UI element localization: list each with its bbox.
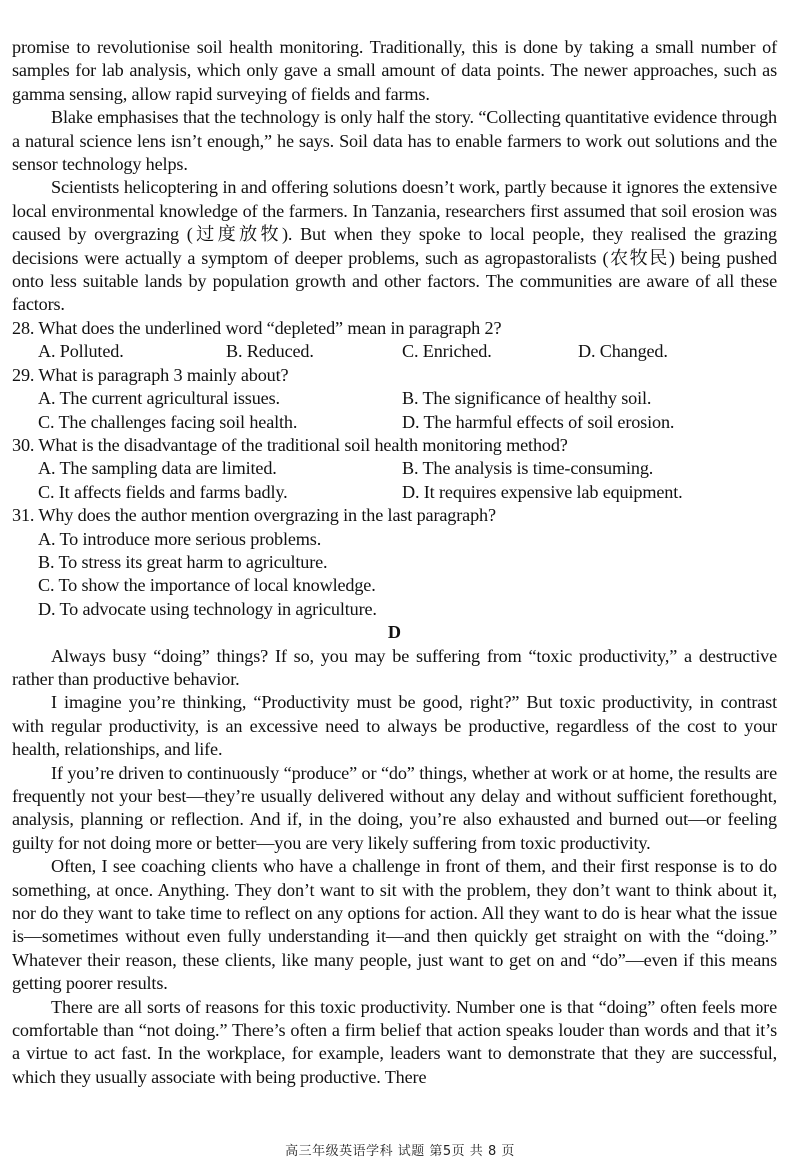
question-stem: 31. Why does the author mention overgrazing in the last paragraph?: [12, 505, 496, 526]
options-row: [12, 340, 777, 363]
option-b: B. To stress its great harm to agriculture.: [38, 551, 328, 572]
options-row: [12, 411, 777, 434]
option-b: B. The significance of healthy soil.: [402, 388, 652, 409]
question-28: [12, 317, 777, 364]
options-row: [12, 481, 777, 504]
passage-d-paragraph-2: I imagine you’re thinking, “Productivity must be good, right?” But toxic productivity, in contrast with regular productivity, is an excessive need to always be productive, regardless of the cost to your health, relationships, and life.: [12, 692, 777, 760]
option-d: D. It requires expensive lab equipment.: [402, 481, 683, 502]
question-30: [12, 434, 777, 504]
option-b: B. Reduced.: [226, 341, 314, 362]
option-b: B. The analysis is time-consuming.: [402, 458, 654, 479]
option-a: A. The current agricultural issues.: [38, 388, 280, 409]
option-c: C. Enriched.: [402, 341, 492, 362]
passage-d-paragraph-1: Always busy “doing” things? If so, you may be suffering from “toxic productivity,” a destructive rather than productive behavior.: [12, 645, 777, 689]
question-31: [12, 504, 777, 621]
passage-d-paragraph-3: If you’re driven to continuously “produce” or “do” things, whether at work or at home, the results are frequently not your best—they’re usually delivered without any delay and without sufficient forethought, analysis, planning or reflection. And if, in the doing, you’re also exhausted and burned out—or feeling guilty for not doing more or better—you are very likely suffering from toxic productivity.: [12, 762, 777, 853]
passage-c-continuation: [12, 36, 777, 317]
question-stem: 28. What does the underlined word “depleted” mean in paragraph 2?: [12, 317, 502, 338]
option-d: D. Changed.: [578, 341, 668, 362]
option-a: A. The sampling data are limited.: [38, 458, 277, 479]
option-d: D. The harmful effects of soil erosion.: [402, 411, 675, 432]
passage-c-paragraph-3: Scientists helicoptering in and offering solutions doesn’t work, partly because it ignores the extensive local environmental knowledge of the farmers. In Tanzania, researchers first assumed that soil erosion was caused by overgrazing (过度放牧). But when they spoke to local people, they realised the grazing decisions were actually a symptom of deeper problems, such as agropastoralists (农牧民) being pushed onto less suitable lands by population growth and other factors. The communities are aware of all these factors.: [12, 177, 777, 315]
options-row: [12, 387, 777, 410]
question-29: [12, 364, 777, 434]
question-stem: 30. What is the disadvantage of the traditional soil health monitoring method?: [12, 434, 568, 455]
passage-d: [12, 621, 777, 1089]
section-heading: D: [387, 622, 402, 643]
options-row: [12, 457, 777, 480]
passage-c-paragraph-1: promise to revolutionise soil health monitoring. Traditionally, this is done by taking a small number of samples for lab analysis, which only gave a small amount of data points. The newer approaches, such as gamma sensing, allow rapid surveying of fields and farms.: [12, 37, 777, 104]
exam-page: [12, 36, 777, 1089]
passage-c-paragraph-2: Blake emphasises that the technology is only half the story. “Collecting quantitative evidence through a natural science lens isn’t enough,” he says. Soil data has to enable farmers to work out solutions and the sensor technology helps.: [12, 107, 777, 175]
option-d: D. To advocate using technology in agriculture.: [38, 598, 377, 619]
passage-d-paragraph-5: There are all sorts of reasons for this toxic productivity. Number one is that “doing” often feels more comfortable than “not doing.” There’s often a firm belief that action speaks louder than words and that it’s a virtue to act fast. In the workplace, for example, leaders want to demonstrate that they are successful, which they usually associate with being productive. There: [12, 996, 777, 1087]
option-c: C. It affects fields and farms badly.: [38, 481, 288, 502]
page-footer: 高三年级英语学科 试题 第5页 共 8 页: [285, 1144, 515, 1159]
option-a: A. Polluted.: [38, 341, 124, 362]
passage-d-paragraph-4: Often, I see coaching clients who have a challenge in front of them, and their first response is to do something, at once. Anything. They don’t want to sit with the problem, they don’t want to think about it, nor do they want to take time to reflect on any options for action. All they want to do is hear what the issue is—sometimes without even fully understanding it—and then quickly get straight on with the “doing.” Whatever their reason, these clients, like many people, just want to get on and “do”—even if this means getting poorer results.: [12, 856, 777, 994]
option-c: C. The challenges facing soil health.: [38, 411, 298, 432]
option-c: C. To show the importance of local knowledge.: [38, 575, 376, 596]
option-a: A. To introduce more serious problems.: [38, 528, 322, 549]
question-stem: 29. What is paragraph 3 mainly about?: [12, 364, 289, 385]
